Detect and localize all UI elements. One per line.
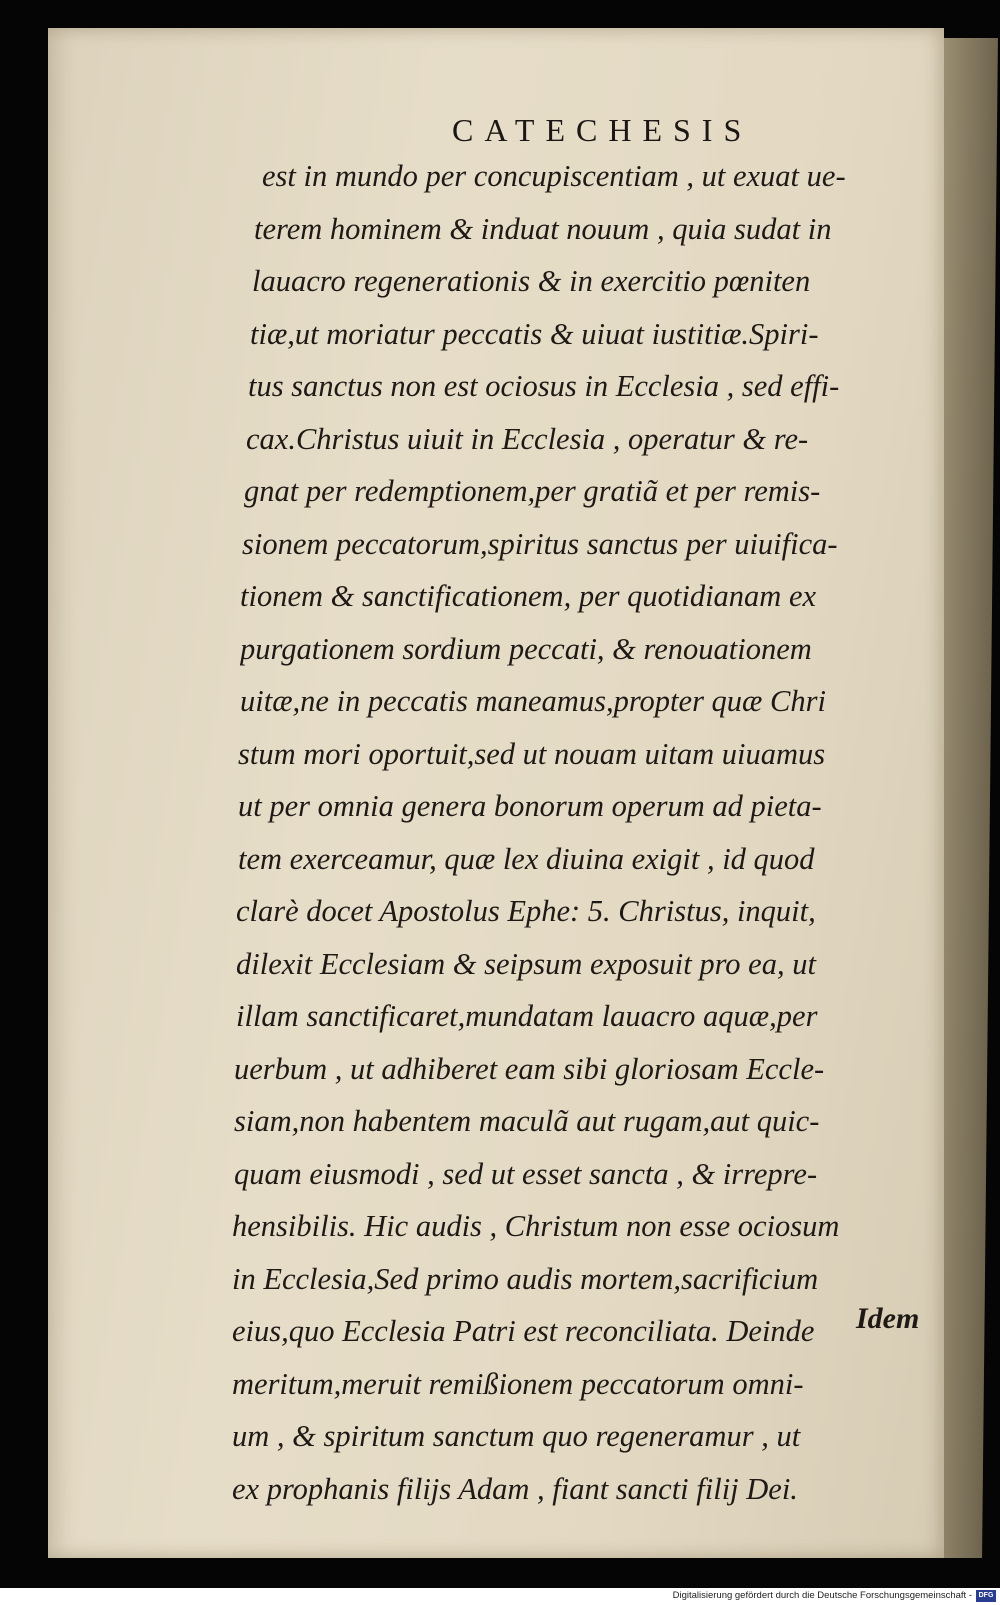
text-line: dilexit Ecclesiam & seipsum exposuit pro ea, ut	[236, 946, 816, 981]
text-line: sionem peccatorum,spiritus sanctus per uiuifica-	[242, 526, 838, 561]
text-line: hensibilis. Hic audis , Christum non esse ociosum	[232, 1209, 840, 1243]
text-line: meritum,meruit remißionem peccatorum omni-	[232, 1366, 804, 1401]
catchword: Idem	[856, 1302, 920, 1335]
text-line: siam,non habentem maculã aut rugam,aut quic-	[234, 1104, 820, 1138]
footer-bar	[0, 1588, 1000, 1605]
text-line: um , & spiritum sanctum quo regeneramur , ut	[232, 1419, 801, 1453]
text-line: uerbum , ut adhiberet eam sibi gloriosam Eccle-	[234, 1051, 825, 1086]
text-line: uitæ,ne in peccatis maneamus,propter quæ Chri	[240, 684, 826, 718]
text-line: lauacro regenerationis & in exercitio pœniten	[252, 264, 811, 298]
text-line: clarè docet Apostolus Ephe: 5. Christus, inquit,	[236, 894, 816, 928]
running-head: CATECHESIS	[452, 112, 753, 148]
text-line: est in mundo per concupiscentiam , ut exuat ue-	[262, 159, 846, 193]
text-line: tionem & sanctificationem, per quotidianam ex	[240, 579, 817, 613]
text-line: eius,quo Ecclesia Patri est reconciliata. Deinde	[232, 1314, 815, 1348]
text-line: tiæ,ut moriatur peccatis & uiuat iustitiæ.Spiri-	[250, 316, 819, 351]
text-line: tus sanctus non est ociosus in Ecclesia , sed effi-	[248, 369, 840, 403]
text-line: illam sanctificaret,mundatam lauacro aquæ,per	[236, 999, 818, 1033]
text-line: ut per omnia genera bonorum operum ad pieta-	[238, 789, 822, 823]
text-line: stum mori oportuit,sed ut nouam uitam uiuamus	[238, 736, 826, 771]
text-line: ex prophanis filijs Adam , fiant sancti filij Dei.	[232, 1471, 798, 1506]
text-line: in Ecclesia,Sed primo audis mortem,sacrificium	[232, 1261, 819, 1296]
text-line: quam eiusmodi , sed ut esset sancta , & irrepre-	[234, 1156, 818, 1191]
text-line: gnat per redemptionem,per gratiã et per remis-	[244, 474, 821, 508]
dfg-logo: DFG	[976, 1590, 996, 1602]
funding-credit: Digitalisierung gefördert durch die Deutsche Forschungsgemeinschaft -	[672, 1590, 972, 1601]
text-line: tem exerceamur, quæ lex diuina exigit , id quod	[238, 841, 815, 876]
text-line: purgationem sordium peccati, & renouationem	[240, 631, 812, 666]
text-line: cax.Christus uiuit in Ecclesia , operatur & re-	[246, 421, 809, 456]
text-line: terem hominem & induat nouum , quia sudat in	[254, 211, 832, 246]
